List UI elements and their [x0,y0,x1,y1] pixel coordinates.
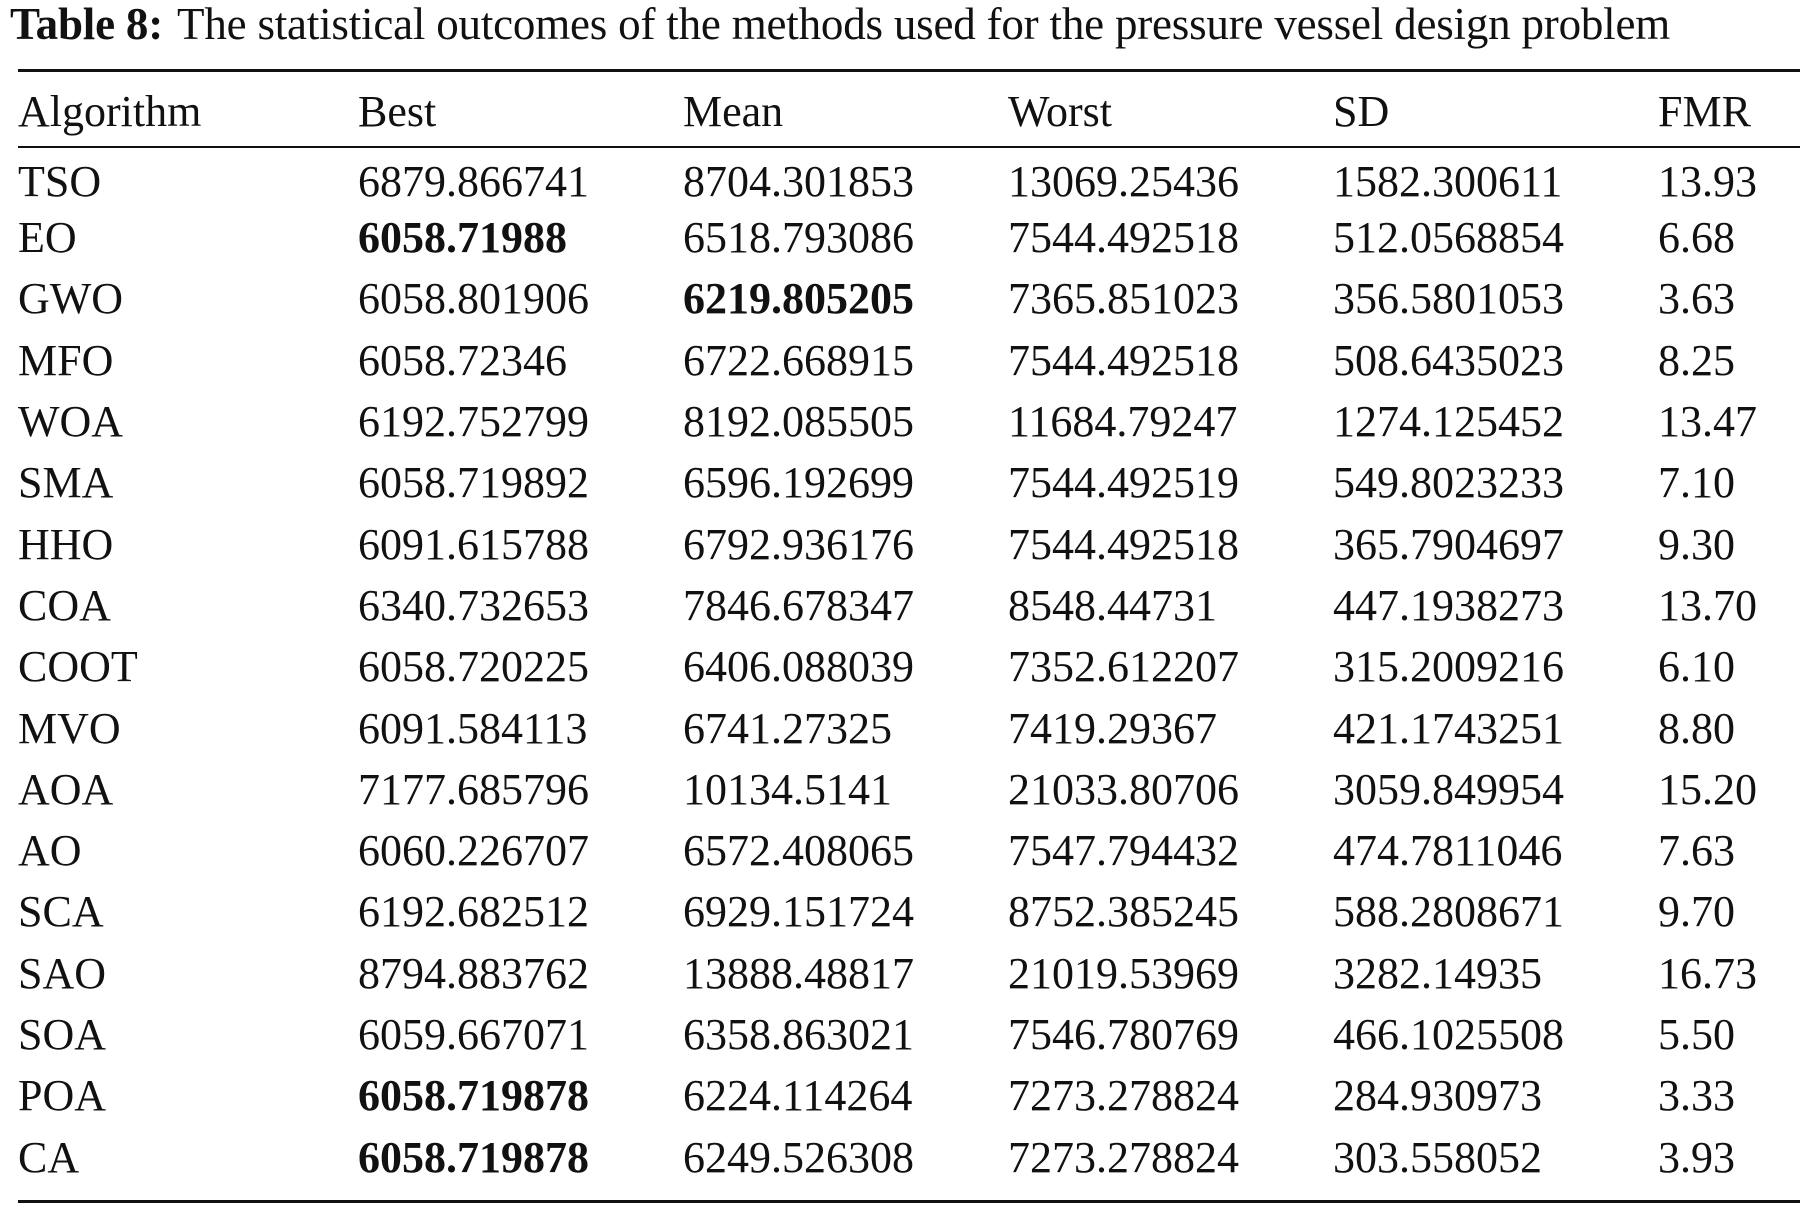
cell-worst: 8548.44731 [1008,580,1217,630]
cell-worst: 7544.492518 [1008,519,1239,569]
table-row [18,636,1798,697]
cell-worst: 7544.492518 [1008,335,1239,385]
cell-algorithm: EO [18,213,77,263]
table-row [18,759,1798,820]
cell-best: 6058.719892 [358,458,589,508]
table-row [18,513,1798,574]
cell-fmr: 7.10 [1658,458,1735,508]
cell-best: 6058.72346 [358,335,567,385]
cell-algorithm: COA [18,580,111,630]
cell-mean: 6596.192699 [683,458,914,508]
cell-sd: 365.7904697 [1333,519,1564,569]
cell-best: 6879.866741 [358,157,589,206]
cell-sd: 303.558052 [1333,1132,1542,1182]
table-caption-label: Table 8: [10,0,164,49]
header-algorithm: Algorithm [18,86,202,136]
cell-mean: 6358.863021 [683,1010,914,1059]
cell-sd: 1274.125452 [1333,397,1564,447]
cell-best: 6192.682512 [358,887,589,937]
cell-fmr: 8.25 [1658,335,1735,385]
cell-sd: 1582.300611 [1333,157,1563,206]
cell-algorithm: CA [18,1132,80,1182]
cell-sd: 549.8023233 [1333,458,1564,508]
table-row [18,1126,1798,1187]
cell-worst: 7352.612207 [1008,642,1239,692]
cell-algorithm: AO [18,826,82,876]
cell-fmr: 13.93 [1658,157,1757,206]
table-row [18,881,1798,942]
table-caption [10,0,1795,48]
cell-fmr: 8.80 [1658,703,1735,753]
cell-fmr: 15.20 [1658,764,1757,814]
cell-sd: 447.1938273 [1333,580,1564,630]
cell-fmr: 16.73 [1658,948,1757,998]
cell-mean: 6929.151724 [683,887,914,937]
cell-algorithm: TSO [18,157,102,206]
cell-mean: 8192.085505 [683,397,914,447]
cell-best: 6058.719878 [358,1132,589,1182]
cell-mean: 6792.936176 [683,519,914,569]
table-row [18,391,1798,452]
statistics-table [18,80,1798,1188]
cell-fmr: 5.50 [1658,1010,1735,1059]
cell-algorithm: WOA [18,397,124,447]
cell-fmr: 13.47 [1658,397,1757,447]
cell-sd: 315.2009216 [1333,642,1564,692]
cell-fmr: 6.68 [1658,213,1735,263]
cell-worst: 21019.53969 [1008,948,1239,998]
cell-best: 6058.71988 [358,213,567,263]
cell-worst: 7419.29367 [1008,703,1217,753]
cell-algorithm: MVO [18,703,121,753]
table-row [18,820,1798,881]
cell-algorithm: HHO [18,519,114,569]
cell-fmr: 3.33 [1658,1071,1735,1121]
cell-worst: 21033.80706 [1008,764,1239,814]
cell-worst: 7273.278824 [1008,1071,1239,1121]
cell-fmr: 9.30 [1658,519,1735,569]
cell-worst: 7544.492519 [1008,458,1239,508]
cell-fmr: 7.63 [1658,826,1735,876]
header-sd: SD [1333,86,1390,136]
cell-sd: 466.1025508 [1333,1010,1564,1059]
table-bottom-rule [18,1200,1800,1203]
cell-fmr: 3.63 [1658,274,1735,324]
header-fmr: FMR [1658,86,1751,136]
table-body [18,142,1798,1188]
table-row [18,142,1798,207]
cell-worst: 11684.79247 [1008,397,1238,447]
cell-algorithm: SCA [18,887,104,937]
cell-best: 6060.226707 [358,826,589,876]
cell-sd: 588.2808671 [1333,887,1564,937]
cell-mean: 6518.793086 [683,213,914,263]
cell-mean: 6741.27325 [683,703,892,753]
cell-worst: 7546.780769 [1008,1010,1239,1059]
cell-sd: 474.7811046 [1333,826,1563,876]
cell-best: 6058.720225 [358,642,589,692]
cell-algorithm: SAO [18,948,107,998]
cell-best: 8794.883762 [358,948,589,998]
cell-mean: 13888.48817 [683,948,914,998]
cell-mean: 6219.805205 [683,274,914,324]
cell-worst: 7365.851023 [1008,274,1239,324]
cell-best: 6058.801906 [358,274,589,324]
cell-mean: 6249.526308 [683,1132,914,1182]
table-row [18,268,1798,329]
cell-worst: 13069.25436 [1008,157,1239,206]
table-row [18,452,1798,513]
cell-sd: 3059.849954 [1333,764,1564,814]
cell-sd: 508.6435023 [1333,335,1564,385]
table-top-rule [18,69,1800,72]
header-worst: Worst [1008,86,1113,136]
cell-algorithm: COOT [18,642,138,692]
cell-mean: 6722.668915 [683,335,914,385]
cell-worst: 7273.278824 [1008,1132,1239,1182]
cell-mean: 10134.5141 [683,764,892,814]
cell-best: 7177.685796 [358,764,589,814]
cell-fmr: 9.70 [1658,887,1735,937]
cell-mean: 6572.408065 [683,826,914,876]
cell-algorithm: POA [18,1071,107,1121]
cell-worst: 8752.385245 [1008,887,1239,937]
cell-algorithm: AOA [18,764,114,814]
cell-sd: 3282.14935 [1333,948,1542,998]
table-row [18,1004,1798,1065]
header-mean: Mean [683,86,784,136]
cell-worst: 7544.492518 [1008,213,1239,263]
cell-algorithm: GWO [18,274,124,324]
cell-mean: 7846.678347 [683,580,914,630]
table-caption-text: The statistical outcomes of the methods used for the pressure vessel design problem [177,0,1671,49]
cell-sd: 356.5801053 [1333,274,1564,324]
header-best: Best [358,86,437,136]
cell-worst: 7547.794432 [1008,826,1239,876]
cell-algorithm: MFO [18,335,114,385]
table-row [18,575,1798,636]
cell-fmr: 13.70 [1658,580,1757,630]
cell-best: 6091.615788 [358,519,589,569]
cell-best: 6192.752799 [358,397,589,447]
cell-best: 6059.667071 [358,1010,589,1059]
cell-sd: 284.930973 [1333,1071,1542,1121]
table-row [18,697,1798,758]
cell-mean: 6406.088039 [683,642,914,692]
cell-algorithm: SMA [18,458,114,508]
cell-best: 6058.719878 [358,1071,589,1121]
cell-sd: 512.0568854 [1333,213,1564,263]
table-row [18,207,1798,268]
table-row [18,1065,1798,1126]
table-row [18,330,1798,391]
cell-best: 6091.584113 [358,703,588,753]
cell-mean: 8704.301853 [683,157,914,206]
table-header-row [18,80,1798,142]
table-row [18,943,1798,1004]
cell-fmr: 6.10 [1658,642,1735,692]
cell-fmr: 3.93 [1658,1132,1735,1182]
cell-algorithm: SOA [18,1010,107,1059]
cell-best: 6340.732653 [358,580,589,630]
cell-sd: 421.1743251 [1333,703,1564,753]
cell-mean: 6224.114264 [683,1071,913,1121]
